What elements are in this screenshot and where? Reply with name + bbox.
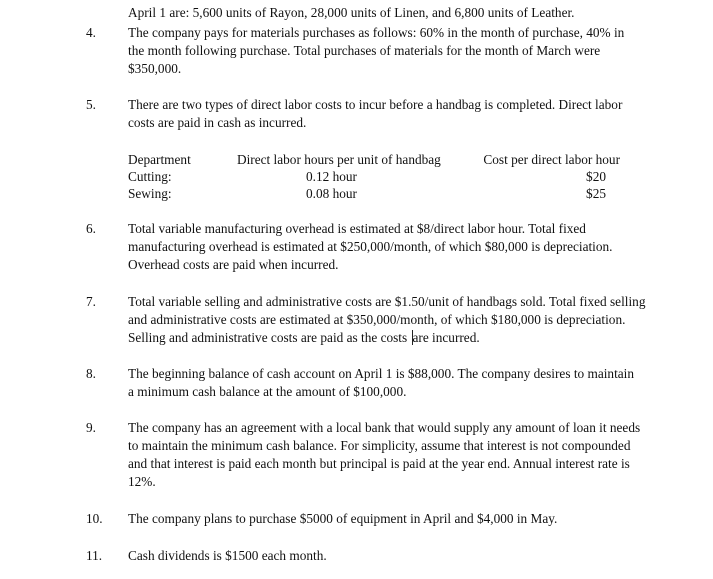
text-line: the month following purchase. Total purchases of materials for the month of March were bbox=[128, 43, 601, 58]
item-text bbox=[128, 293, 648, 347]
item-number: 8. bbox=[86, 366, 96, 381]
item-text bbox=[128, 24, 648, 78]
table-cell-department: Sewing: bbox=[128, 186, 172, 201]
item-text bbox=[128, 96, 648, 132]
item-number: 6. bbox=[86, 221, 96, 236]
table-cell-cost: $25 bbox=[586, 186, 606, 201]
table-row bbox=[128, 185, 648, 202]
text-line: and administrative costs are estimated at $350,000/month, of which $180,000 is depreciation. bbox=[128, 312, 626, 327]
text-line: The company plans to purchase $5000 of equipment in April and $4,000 in May. bbox=[128, 511, 558, 526]
text-line: The beginning balance of cash account on April 1 is $88,000. The company desires to maintain bbox=[128, 366, 635, 381]
text-line: to maintain the minimum cash balance. For simplicity, assume that interest is not compounded bbox=[128, 438, 631, 453]
item-continuation-text bbox=[128, 4, 648, 22]
text-line: a minimum cash balance at the amount of $100,000. bbox=[128, 384, 407, 399]
item-number: 11. bbox=[86, 548, 103, 563]
text-line-with-cursor bbox=[128, 329, 648, 347]
text-line: and that interest is paid each month but principal is paid at the year end. Annual interest rate is bbox=[128, 456, 630, 471]
table-header-department: Department bbox=[128, 152, 191, 167]
table-cell-department: Cutting: bbox=[128, 169, 172, 184]
table-header-hours: Direct labor hours per unit of handbag bbox=[237, 152, 441, 167]
item-number: 5. bbox=[86, 97, 96, 112]
item-text bbox=[128, 220, 648, 274]
table-cell-hours: 0.08 hour bbox=[306, 186, 357, 201]
table-header-row bbox=[128, 151, 648, 168]
table-cell-cost: $20 bbox=[586, 169, 606, 184]
item-text bbox=[128, 547, 648, 565]
text-line: April 1 are: 5,600 units of Rayon, 28,000 units of Linen, and 6,800 units of Leather. bbox=[128, 5, 575, 20]
table-header-cost: Cost per direct labor hour bbox=[483, 152, 620, 167]
table-row bbox=[128, 168, 648, 185]
item-text bbox=[128, 365, 648, 401]
text-after-cursor: are incurred. bbox=[412, 330, 480, 345]
item-number: 9. bbox=[86, 420, 96, 435]
item-text bbox=[128, 510, 648, 528]
text-line: Overhead costs are paid when incurred. bbox=[128, 257, 339, 272]
text-line: Total variable selling and administrative costs are $1.50/unit of handbags sold. Total fixed selling bbox=[128, 294, 646, 309]
text-line: 12%. bbox=[128, 474, 156, 489]
text-line: The company has an agreement with a local bank that would supply any amount of loan it needs bbox=[128, 420, 641, 435]
text-line: costs are paid in cash as incurred. bbox=[128, 115, 307, 130]
text-line: $350,000. bbox=[128, 61, 182, 76]
text-line: There are two types of direct labor costs to incur before a handbag is completed. Direct labor bbox=[128, 97, 623, 112]
item-text bbox=[128, 419, 648, 491]
text-line: Cash dividends is $1500 each month. bbox=[128, 548, 327, 563]
text-line: manufacturing overhead is estimated at $250,000/month, of which $80,000 is depreciation. bbox=[128, 239, 613, 254]
direct-labor-table bbox=[128, 151, 648, 202]
text-line: The company pays for materials purchases as follows: 60% in the month of purchase, 40% in bbox=[128, 25, 625, 40]
table-cell-hours: 0.12 hour bbox=[306, 169, 357, 184]
text-line: Total variable manufacturing overhead is estimated at $8/direct labor hour. Total fixed bbox=[128, 221, 586, 236]
item-number: 10. bbox=[86, 511, 103, 526]
item-number: 4. bbox=[86, 25, 96, 40]
text-before-cursor: Selling and administrative costs are paid as the costs bbox=[128, 330, 411, 345]
item-number: 7. bbox=[86, 294, 96, 309]
